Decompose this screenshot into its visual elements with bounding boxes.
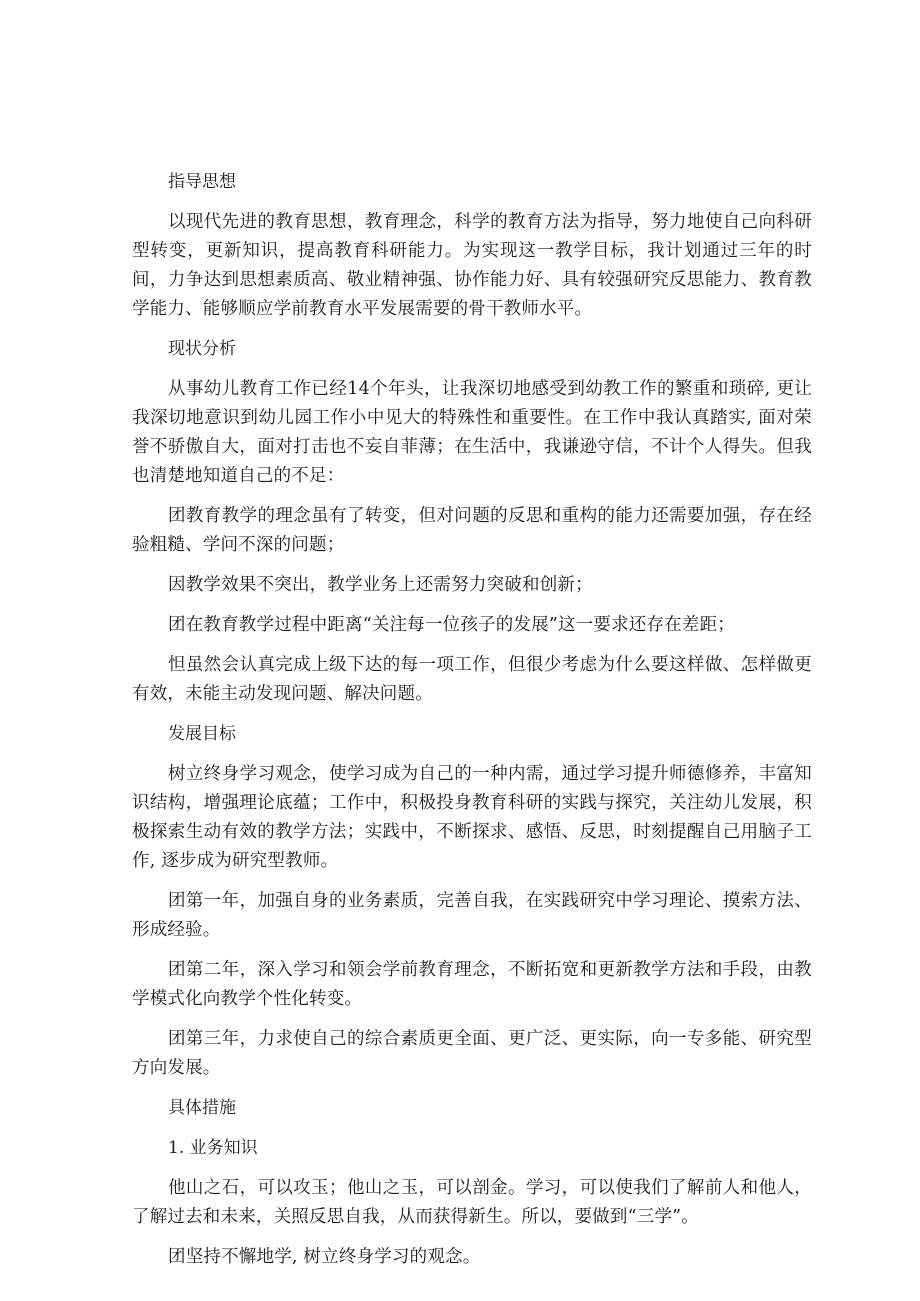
list-item: 团第二年，深入学习和领会学前教育理念，不断拓宽和更新教学方法和手段，由教学模式化向教学个性化转变。: [132, 960, 812, 1009]
paragraph: 树立终身学习观念，使学习成为自己的一种内需，通过学习提升师德修养，丰富知识结构，增强理论底蕴；工作中，积极投身教育科研的实践与探究，关注幼儿发展，积极探索生动有效的教学方法；实践中，不断探求、感悟、反思，时刻提醒自己用脑子工作, 逐步成为研究型教师。: [132, 764, 812, 871]
list-item: 因教学效果不突出，教学业务上还需努力突破和创新；: [168, 575, 593, 595]
section-heading: 发展目标: [168, 724, 236, 744]
document-page: [132, 168, 812, 1283]
section-heading: 现状分析: [168, 339, 236, 359]
paragraph: 以现代先进的教育思想，教育理念，科学的教育方法为指导，努力地使自己向科研型转变，更新知识，提高教育科研能力。为实现这一教学目标，我计划通过三年的时间，力争达到思想素质高、敬业精神强、协作能力好、具有较强研究反思能力、教育教学能力、能够顺应学前教育水平发展需要的骨干教师水平。: [132, 212, 812, 319]
section-heading: 具体措施: [168, 1098, 236, 1118]
paragraph: 他山之石，可以攻玉；他山之玉，可以剖金。学习，可以使我们了解前人和他人，了解过去和未来，关照反思自我，从而获得新生。所以，要做到“三学”。: [132, 1178, 812, 1227]
list-item: 团教育教学的理念虽有了转变，但对问题的反思和重构的能力还需要加强，存在经验粗糙、学问不深的问题；: [132, 506, 812, 555]
list-item: 团在教育教学过程中距离“关注每一位孩子的发展”这一要求还存在差距；: [168, 615, 735, 635]
section-heading: 指导思想: [168, 172, 236, 192]
list-item: 怛虽然会认真完成上级下达的每一项工作，但很少考虑为什么要这样做、怎样做更有效，未能主动发现问题、解决问题。: [132, 655, 812, 704]
paragraph: 从事幼儿教育工作已经14个年头，让我深切地感受到幼教工作的繁重和琐碎, 更让我深切地意识到幼儿园工作小中见大的特殊性和重要性。在工作中我认真踏实, 面对荣誉不骄傲自大，面对打击也不妄自菲薄；在生活中，我谦逊守信，不计个人得失。但我也清楚地知道自己的不足：: [132, 379, 812, 486]
list-item: 团第一年，加强自身的业务素质，完善自我，在实践研究中学习理论、摸索方法、形成经验。: [132, 891, 812, 940]
list-item: 团第三年，力求使自己的综合素质更全面、更广泛、更实际，向一专多能、研究型方向发展。: [132, 1029, 812, 1078]
list-item: 团坚持不懈地学, 树立终身学习的观念。: [168, 1247, 481, 1267]
subsection-heading: 1. 业务知识: [168, 1138, 258, 1158]
